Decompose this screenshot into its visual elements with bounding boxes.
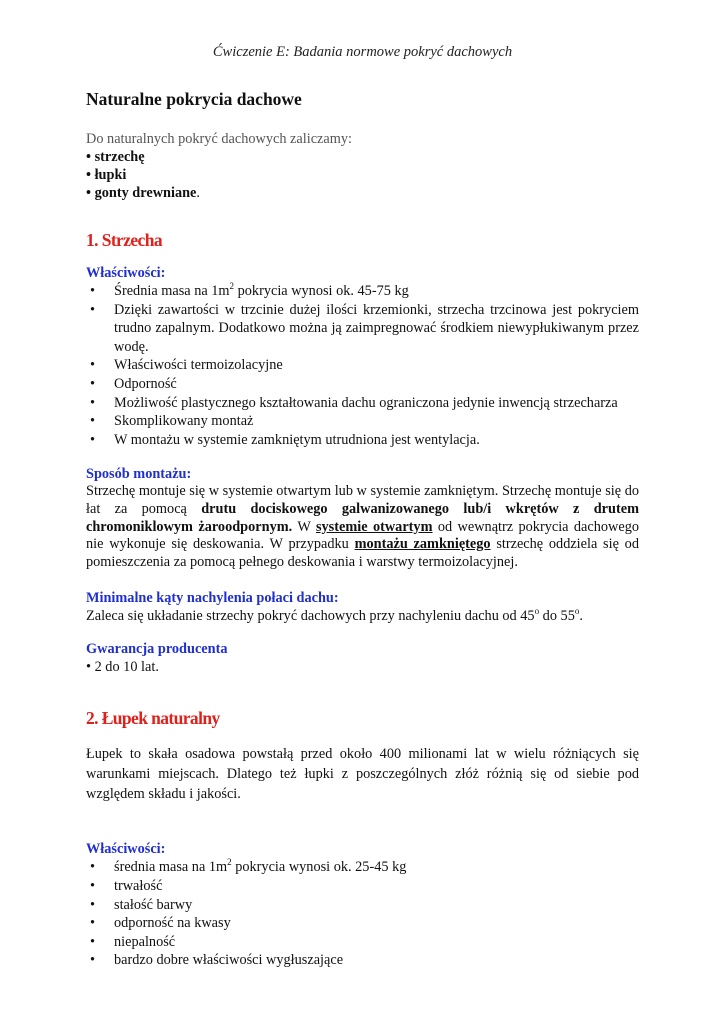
section-heading-thatch: 1. Strzecha xyxy=(86,230,163,250)
running-header: Ćwiczenie E: Badania normowe pokryć dachowych xyxy=(212,44,513,60)
section-heading-slate: 2. Łupek naturalny xyxy=(86,708,220,729)
intro-item-shingles-row xyxy=(86,184,639,202)
warranty-value: • 2 do 10 lat. xyxy=(86,659,159,676)
mass-text: Średnia masa na 1m xyxy=(114,283,230,299)
text-run: W xyxy=(292,518,316,535)
slate-paragraph: Łupek to skała osadowa powstałą przed około 400 milionami lat w wielu różniących się warunkami miejscach. Dlatego też łupki z poszczególnych złóż różnią się od siebie pod względem składu i jakości. xyxy=(86,746,639,803)
underlined-run: montażu zamkniętego xyxy=(354,536,491,553)
list-item: • bardzo dobre właściwości wygłuszające xyxy=(86,951,639,970)
list-item: • niepalność xyxy=(86,933,639,952)
slate-properties-list xyxy=(86,858,639,970)
angles-text xyxy=(86,607,639,625)
bold-run: drutu dociskowego galwanizowanego lub/i wkrętów z drutem chromoniklowym żaroodpornym. xyxy=(86,500,639,535)
intro-lead: Do naturalnych pokryć dachowych zaliczamy: xyxy=(86,131,352,147)
list-item: • Skomplikowany montaż xyxy=(86,412,639,431)
text-run: . xyxy=(579,608,583,625)
list-item: • Właściwości termoizolacyjne xyxy=(86,356,639,375)
text-run: strzechę oddziela się od pomieszczenia za pomocą pełnego deskowania i warstwy termoizolacyjnej. xyxy=(86,536,639,570)
intro-item-suffix: . xyxy=(196,185,200,201)
list-item: • Odporność xyxy=(86,375,639,394)
subheading-properties: Właściwości: xyxy=(86,265,166,281)
text-run: od wewnątrz pokrycia dachowego nie wykonuje się deskowania. W przypadku xyxy=(86,518,639,553)
subheading-angles: Minimalne kąty nachylenia połaci dachu: xyxy=(86,590,339,607)
intro-block xyxy=(86,130,639,202)
superscript: 2 xyxy=(227,857,232,868)
properties-list xyxy=(86,282,639,449)
document-body xyxy=(86,88,639,970)
mass-text-suffix: pokrycia wynosi ok. 45-75 kg xyxy=(234,283,409,299)
page-title: Naturalne pokrycia dachowe xyxy=(86,89,302,109)
superscript: o xyxy=(534,606,540,617)
mass-text-suffix: pokrycia wynosi ok. 25-45 kg xyxy=(231,859,407,876)
list-item xyxy=(86,858,639,877)
subheading-warranty: Gwarancja producenta xyxy=(86,641,228,658)
list-item: • trwałość xyxy=(86,877,639,896)
mounting-paragraph xyxy=(86,483,639,571)
mass-text: średnia masa na 1m xyxy=(114,859,228,876)
text-run: Strzechę montuje się w systemie otwartym lub w systemie zamkniętym. Strzechę montuje się do łat za pomocą xyxy=(86,483,639,517)
list-item: • W montażu w systemie zamkniętym utrudniona jest wentylacja. xyxy=(86,431,639,450)
subheading-slate-properties: Właściwości: xyxy=(86,841,166,858)
list-item: • stałość barwy xyxy=(86,896,639,915)
subheading-mounting: Sposób montażu: xyxy=(86,466,192,483)
text-run: do 55 xyxy=(539,608,575,625)
text-run: Zaleca się układanie strzechy pokryć dachowych przy nachyleniu dachu od 45 xyxy=(86,608,535,625)
list-item: • odporność na kwasy xyxy=(86,914,639,933)
intro-item-thatch: • strzechę xyxy=(86,149,145,165)
list-item: • Możliwość plastycznego kształtowania dachu ograniczona jedynie inwencją strzecharza xyxy=(86,394,639,413)
underlined-run: systemie otwartym xyxy=(315,518,433,535)
intro-item-shingles: • gonty drewniane xyxy=(86,185,197,201)
intro-item-slate: • łupki xyxy=(86,167,127,183)
list-item xyxy=(86,282,639,301)
list-item: • Dzięki zawartości w trzcinie dużej ilości krzemionki, strzecha trzcinowa jest pokryciem trudno zapalnym. Dodatkowo można ją zaimpregnować środkiem niewypłukiwanym przez wodę. xyxy=(86,301,639,357)
superscript: 2 xyxy=(229,281,235,291)
superscript: o xyxy=(574,606,580,617)
